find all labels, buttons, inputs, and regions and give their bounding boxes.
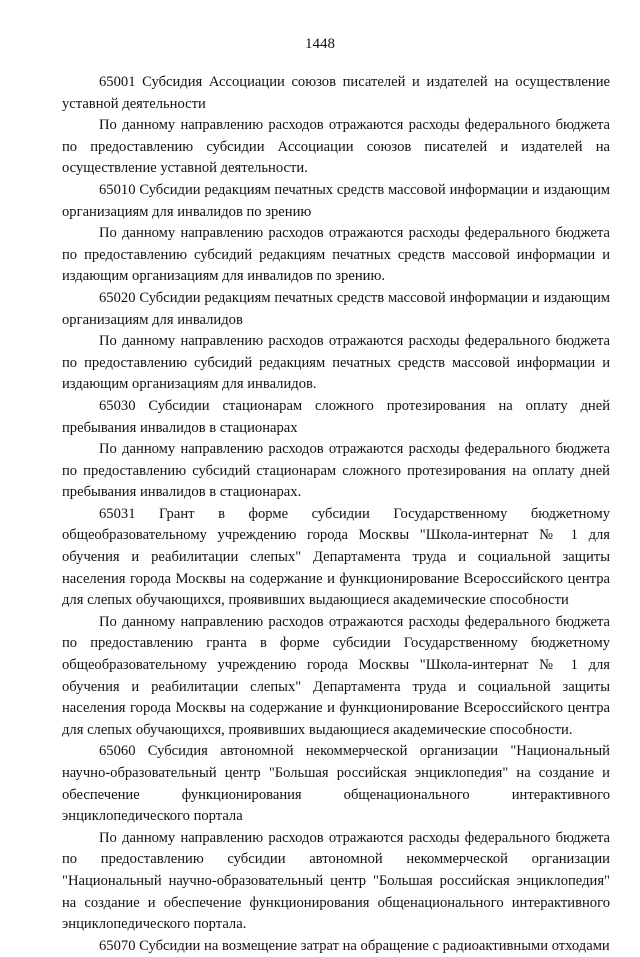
- paragraph-65001-description: По данному направлению расходов отражаются расходы федерального бюджета по предоставлению субсидии Ассоциации союзов писателей и издателей на осуществление уставной деятельности.: [62, 117, 610, 177]
- page-number: 1448: [305, 36, 335, 52]
- document-body: [62, 72, 610, 957]
- paragraph-65031-description: По данному направлению расходов отражаются расходы федерального бюджета по предоставлению гранта в форме субсидии Государственному бюджетному общеобразовательному учреждению города Москвы "Школа-интернат № 1 для обучения и реабилитации слепых" Департамента труда и социальной защиты населения города Москвы на содержание и функционирование Всероссийского центра для слепых обучающихся, проявивших выдающиеся академические способности.: [62, 613, 610, 738]
- paragraph-65001-heading: 65001 Субсидия Ассоциации союзов писателей и издателей на осуществление уставной деятельности: [62, 74, 610, 112]
- paragraph-65060-description: По данному направлению расходов отражаются расходы федерального бюджета по предоставлению субсидии автономной некоммерческой организации "Национальный научно-образовательный центр "Большая российская энциклопедия" на создание и обеспечение функционирования общенационального интерактивного энциклопедического портала.: [62, 829, 610, 933]
- paragraph-65070-heading: 65070 Субсидии на возмещение затрат на обращение с радиоактивными отходами: [99, 937, 610, 954]
- paragraph-65010-heading: 65010 Субсидии редакциям печатных средств массовой информации и издающим организациям для инвалидов по зрению: [62, 181, 610, 220]
- paragraph-65030-description: По данному направлению расходов отражаются расходы федерального бюджета по предоставлению субсидий стационарам сложного протезирования на оплату дней пребывания инвалидов в стационарах.: [62, 441, 610, 501]
- paragraph-65030-heading: 65030 Субсидии стационарам сложного протезирования на оплату дней пребывания инвалидов в стационарах: [62, 397, 610, 436]
- paragraph-65020-heading: 65020 Субсидии редакциям печатных средств массовой информации и издающим организациям для инвалидов: [62, 289, 610, 328]
- paragraph-65010-description: По данному направлению расходов отражаются расходы федерального бюджета по предоставлению субсидий редакциям печатных средств массовой информации и издающим организациям для инвалидов по зрению.: [62, 225, 610, 285]
- paragraph-65060-heading: 65060 Субсидия автономной некоммерческой организации "Национальный научно-образовательный центр "Большая российская энциклопедия" на создание и обеспечение функционирования общенационального интерактивного энциклопедического портала: [62, 743, 610, 825]
- paragraph-65020-description: По данному направлению расходов отражаются расходы федерального бюджета по предоставлению субсидий редакциям печатных средств массовой информации и издающим организациям для инвалидов.: [62, 333, 610, 393]
- paragraph-65031-heading: 65031 Грант в форме субсидии Государственному бюджетному общеобразовательному учреждению города Москвы "Школа-интернат № 1 для обучения и реабилитации слепых" Департамента труда и социальной защиты населения города Москвы на содержание и функционирование Всероссийского центра для слепых обучающихся, проявивших выдающиеся академические способности: [62, 505, 610, 609]
